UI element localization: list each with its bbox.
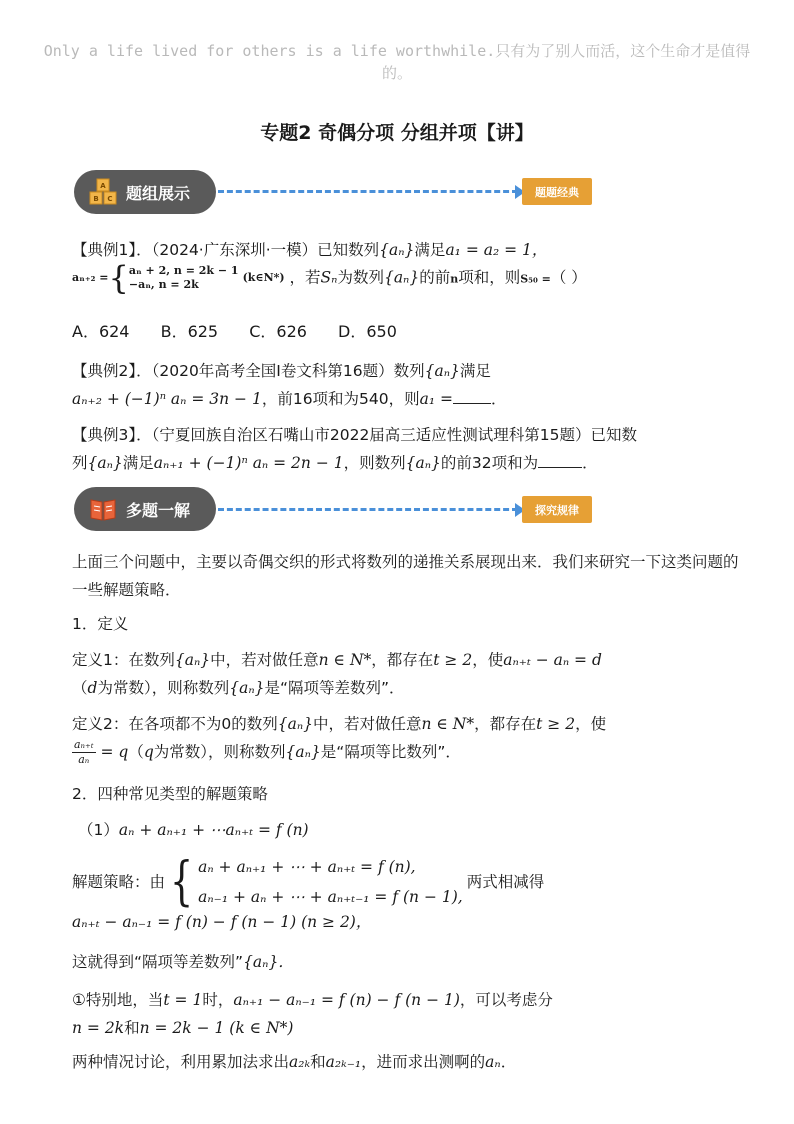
- option-a[interactable]: A．624: [72, 322, 130, 341]
- svg-text:C: C: [107, 195, 113, 203]
- strategy-conclusion: 这就得到“隔项等差数列”{aₙ}．: [72, 953, 294, 971]
- option-d[interactable]: D．650: [338, 322, 397, 341]
- answer-blank[interactable]: [538, 449, 582, 468]
- strategy: 解题策略：由 { aₙ + aₙ₊₁ + ⋯ + aₙ₊ₜ = f (n), aₙ₋₁ + aₙ + ⋯ + aₙ₊ₜ₋₁ = f (n − 1), 两式相减得: [72, 852, 545, 912]
- option-c[interactable]: C．626: [249, 322, 307, 341]
- types-heading: 2．四种常见类型的解题策略: [72, 785, 268, 803]
- definition-2: 定义2：在各项都不为0的数列{aₙ}中，若对做任意n ∈ N*，都存在t ≥ 2，使 $\frac{\text{aₙ₊ₜ}}{\text{aₙ}}$ = q（q为常数），则称数列{aₙ}是“隔项等比数列”．: [72, 715, 607, 766]
- answer-blank[interactable]: [453, 385, 491, 404]
- example-2: 【典例2】．（2020年高考全国Ⅰ卷文科第16题）数列{aₙ}满足 aₙ₊₂ + (−1)ⁿ aₙ = 3n − 1，前16项和为540，则a₁ = ．: [72, 362, 507, 408]
- svg-text:A: A: [100, 182, 106, 190]
- definition-heading: 1．定义: [72, 615, 129, 633]
- strategy-result: aₙ₊ₜ − aₙ₋₁ = f (n) − f (n − 1) (n ≥ 2)，: [72, 913, 372, 931]
- svg-text:B: B: [93, 195, 99, 203]
- example-3: 【典例3】．（宁夏回族自治区石嘴山市2022届高三适应性测试理科第15题）已知数 列{aₙ}满足aₙ₊₁ + (−1)ⁿ aₙ = 2n − 1，则数列{aₙ}的前32项和为 ．: [72, 426, 638, 472]
- special-case: ①特别地，当t = 1时，aₙ₊₁ − aₙ₋₁ = f (n) − f (n − 1)，可以考虑分 n = 2k和n = 2k − 1 (k ∈ N*): [72, 991, 553, 1037]
- intro-paragraph: 上面三个问题中，主要以奇偶交织的形式将数列的递推关系展现出来．我们来研究一下这类问题的一些解题策略．: [72, 553, 739, 599]
- special-case-method: 两种情况讨论，利用累加法求出a₂ₖ和a₂ₖ₋₁，进而求出测啊的aₙ．: [72, 1053, 517, 1071]
- motto: Only a life lived for others is a life worthwhile.只有为了别人而活，这个生命才是值得的。: [43, 42, 751, 82]
- dashed-connector: [218, 508, 518, 511]
- section-label: 题组展示: [126, 183, 191, 203]
- blocks-icon: [88, 177, 118, 207]
- section-tag: 探究规律: [522, 496, 592, 523]
- section-label: 多题一解: [126, 500, 191, 520]
- page-title: 专题2 奇偶分项 分组并项【讲】: [260, 122, 534, 144]
- example-1-recurrence: aₙ₊₂ = { aₙ + 2, n = 2k − 1 −aₙ, n = 2k (k∈N*) ，若Sₙ为数列{aₙ}的前n项和，则S₅₀ =（ ）: [72, 259, 587, 297]
- type-1: （1）aₙ + aₙ₊₁ + ⋯aₙ₊ₜ = f (n): [78, 821, 309, 839]
- dashed-connector: [218, 190, 518, 193]
- book-icon: [88, 494, 118, 524]
- definition-1: 定义1：在数列{aₙ}中，若对做任意n ∈ N*，都存在t ≥ 2，使aₙ₊ₜ − aₙ = d （d为常数），则称数列{aₙ}是“隔项等差数列”．: [72, 651, 602, 697]
- section-banner-examples: [74, 170, 216, 214]
- section-tag: 题题经典: [522, 178, 592, 205]
- example-1: 【典例1】．（2024·广东深圳·一模）已知数列{aₙ}满足a₁ = a₂ = 1，: [72, 241, 548, 259]
- section-banner-method: [74, 487, 216, 531]
- option-b[interactable]: B．625: [160, 322, 219, 341]
- example-1-options: [72, 318, 742, 346]
